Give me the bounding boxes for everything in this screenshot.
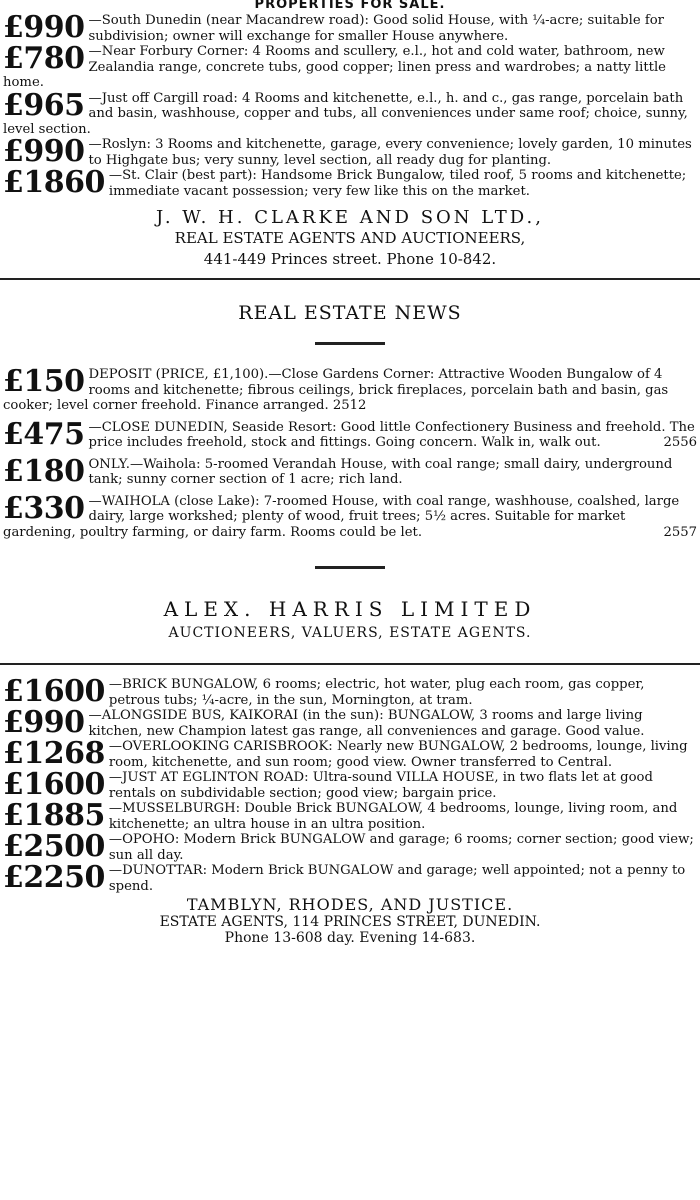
section-divider — [0, 278, 700, 280]
listing — [0, 134, 700, 169]
listing-price: £965 — [3, 87, 85, 123]
listing — [0, 416, 700, 452]
listing-price: £1600 — [3, 767, 105, 802]
listing-price: £1600 — [3, 674, 105, 709]
listing-text: ONLY.—Waihola: 5-roomed Verandah House, with coal range; small dairy, underground tank; sunny corner section of 1 acre; rich land. — [88, 456, 673, 487]
listing — [0, 453, 700, 489]
listing-price: £1268 — [3, 736, 105, 771]
listing-price: £2250 — [3, 860, 105, 895]
listing-text: —DUNOTTAR: Modern Brick BUNGALOW and garage; well appointed; not a penny to spend. — [108, 863, 686, 894]
listing-price: £475 — [3, 416, 85, 452]
agent-address: 441-449 Princes street. Phone 10-842. — [203, 250, 497, 268]
section-divider — [0, 663, 700, 665]
listing-price: £990 — [3, 10, 85, 45]
agent-name: J. W. H. CLARKE AND SON LTD., — [156, 207, 544, 228]
short-divider — [315, 342, 385, 345]
listing — [0, 767, 700, 802]
listing-price: £150 — [3, 364, 85, 399]
listing-text: —MUSSELBURGH: Double Brick BUNGALOW, 4 bedrooms, lounge, living room, and kitchenette; an ultra house in an ultra position. — [108, 801, 678, 832]
listing — [0, 798, 700, 833]
listing-text: —JUST AT EGLINTON ROAD: Ultra-sound VILLA HOUSE, in two flats let at good rentals on subdividable section; good view; bargain price. — [108, 770, 653, 801]
listing-ref: 2556 — [663, 435, 697, 450]
short-divider — [315, 566, 385, 569]
listing-text: —OVERLOOKING CARISBROOK: Nearly new BUNGALOW, 2 bedrooms, lounge, living room, kitchenette, and sun room; good view. Owner transferred to Central. — [108, 739, 688, 770]
listing — [0, 41, 700, 91]
listing-price: £180 — [3, 453, 85, 489]
listing — [0, 829, 700, 864]
listing-price: £1860 — [3, 165, 105, 200]
listing — [0, 860, 700, 895]
listing-text: —WAIHOLA (close Lake): 7-roomed House, with coal range, washhouse, coalshed, large dairy, large workshed; plenty of wood, fruit trees; 5½ acres. Suitable for market gardening, poultry farming, or dairy farm. Rooms could be let. — [3, 493, 680, 540]
listing-text: —Near Forbury Corner: 4 Rooms and scullery, e.l., hot and cold water, bathroom, new Zealandia range, concrete tubs, good copper; linen press and wardrobes; a natty little home. — [3, 44, 666, 90]
listing-text: —ALONGSIDE BUS, KAIKORAI (in the sun): BUNGALOW, 3 rooms and large living kitchen, new Champion latest gas range, all conveniences and garage. Good value. — [88, 708, 645, 739]
listing-text: —Roslyn: 3 Rooms and kitchenette, garage, every convenience; lovely garden, 10 minutes to Highgate bus; very sunny, level section, all ready dug for planting. — [88, 137, 692, 168]
listing — [0, 736, 700, 771]
listing-text: —South Dunedin (near Macandrew road): Good solid House, with ¼-acre; suitable for subdivision; owner will exchange for smaller House anywhere. — [88, 13, 664, 44]
listing-price: £2500 — [3, 829, 105, 864]
page-heading: PROPERTIES FOR SALE. — [254, 0, 446, 12]
listing-text: —BRICK BUNGALOW, 6 rooms; electric, hot water, plug each room, gas copper, petrous tubs; ¼-acre, in the sun, Mornington, at tram. — [108, 677, 645, 708]
agent-role: REAL ESTATE AGENTS AND AUCTIONEERS, — [174, 229, 526, 247]
agent-role: AUCTIONEERS, VALUERS, ESTATE AGENTS. — [168, 625, 532, 641]
listing-price: £330 — [3, 490, 85, 526]
listing-text: —CLOSE DUNEDIN, Seaside Resort: Good little Confectionery Business and freehold. The price includes freehold, stock and fittings. Going concern. Walk in, walk out. — [88, 419, 695, 450]
agent-phone: Phone 13-608 day. Evening 14-683. — [224, 930, 476, 946]
listing-text: —St. Clair (best part): Handsome Brick Bungalow, tiled roof, 5 rooms and kitchenette; immediate vacant possession; very few like this on the market. — [108, 168, 687, 199]
listing — [0, 364, 700, 414]
listing-ref: 2512 — [332, 398, 367, 413]
listing — [0, 705, 700, 740]
agent-address: ESTATE AGENTS, 114 PRINCES STREET, DUNEDIN. — [159, 914, 541, 930]
agent-name: ALEX. HARRIS LIMITED — [163, 597, 537, 621]
listing-price: £1885 — [3, 798, 105, 833]
listing-text: —OPOHO: Modern Brick BUNGALOW and garage; 6 rooms; corner section; good view; sun all day. — [108, 832, 694, 863]
news-listings — [0, 364, 700, 540]
listing — [0, 87, 700, 138]
listing-price: £990 — [3, 134, 85, 169]
listing-price: £780 — [3, 41, 85, 76]
section-title: REAL ESTATE NEWS — [238, 302, 462, 324]
clarke-listings — [0, 10, 700, 200]
listing — [0, 674, 700, 709]
listing-text: —Just off Cargill road: 4 Rooms and kitchenette, e.l., h. and c., gas range, porcelain bath and basin, washhouse, copper and tubs, all conveniences under same roof; choice, sunny, level section. — [3, 90, 688, 137]
tamblyn-listings — [0, 674, 700, 895]
listing-price: £990 — [3, 705, 85, 740]
listing — [0, 10, 700, 45]
listing — [0, 490, 700, 541]
agent-name: TAMBLYN, RHODES, AND JUSTICE. — [186, 895, 514, 914]
listing — [0, 165, 700, 200]
listing-ref: 2557 — [663, 524, 697, 540]
listing-text: DEPOSIT (PRICE, £1,100).—Close Gardens Corner: Attractive Wooden Bungalow of 4 rooms and kitchenette; fibrous ceilings, brick fireplaces, porcelain bath and basin, gas cooker; level corner freehold. Finance arranged. — [3, 367, 669, 413]
